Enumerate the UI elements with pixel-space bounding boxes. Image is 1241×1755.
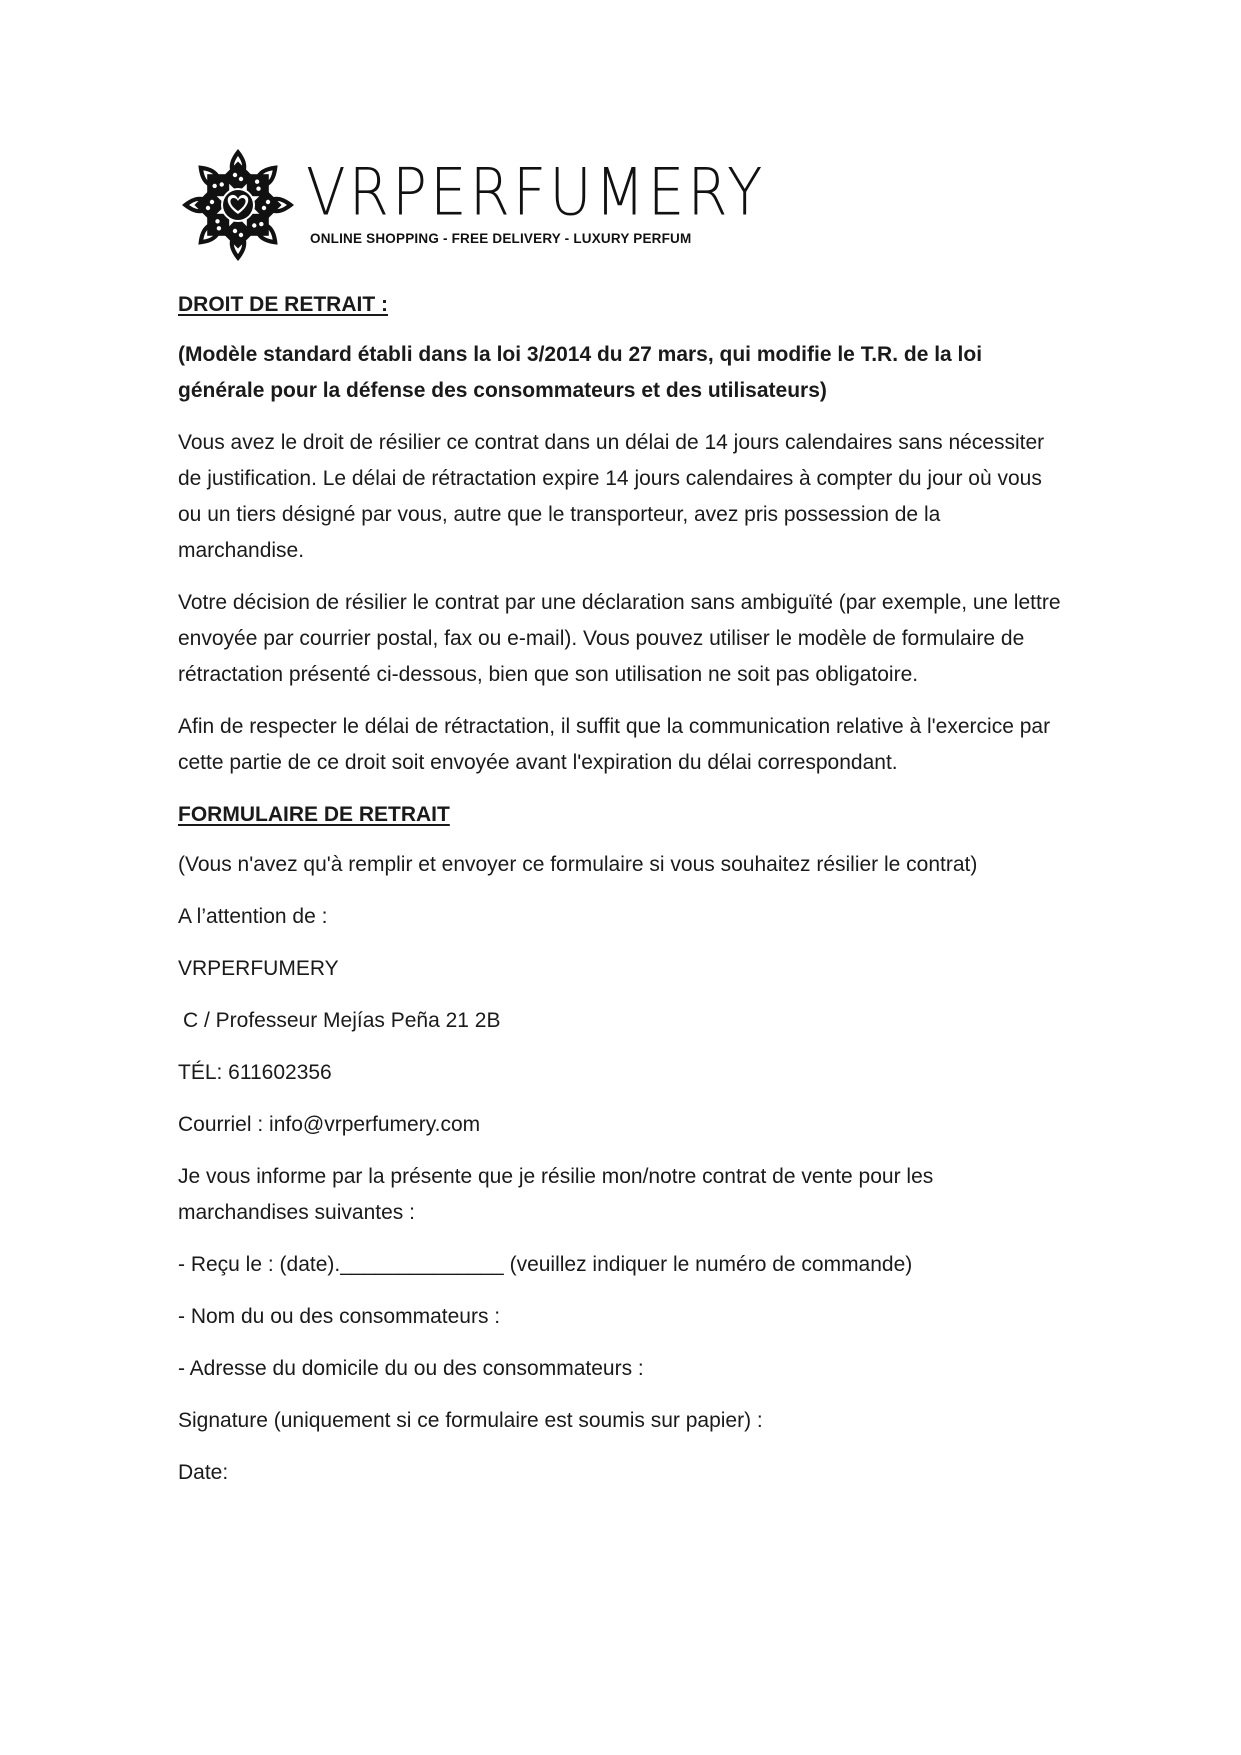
cancellation-statement: Je vous informe par la présente que je résilie mon/notre contrat de vente pour les marchandises suivantes :	[178, 1165, 934, 1224]
mandala-logo-icon	[178, 145, 298, 265]
document-page	[178, 145, 1068, 1507]
company-phone: TÉL: 611602356	[178, 1061, 332, 1084]
legal-subheading: (Modèle standard établi dans la loi 3/2014 du 27 mars, qui modifie le T.R. de la loi générale pour la défense des consommateurs et des utilisateurs)	[178, 343, 983, 402]
letterhead	[178, 145, 1068, 265]
form-heading: FORMULAIRE DE RETRAIT	[178, 803, 450, 826]
paragraph-declaration: Votre décision de résilier le contrat par une déclaration sans ambiguïté (par exemple, une lettre envoyée par courrier postal, fax ou e-mail). Vous pouvez utiliser le modèle de formulaire de rétractation présenté ci-dessous, bien que son utilisation ne soit pas obligatoire.	[178, 591, 1061, 686]
company-name: VRPERFUMERY	[178, 957, 339, 980]
brand-tagline: ONLINE SHOPPING - FREE DELIVERY - LUXURY PERFUM	[310, 230, 692, 246]
paragraph-deadline: Afin de respecter le délai de rétractation, il suffit que la communication relative à l'exercice par cette partie de ce droit soit envoyée avant l'expiration du délai correspondant.	[178, 715, 1051, 774]
brand-block	[306, 153, 766, 246]
form-intro: (Vous n'avez qu'à remplir et envoyer ce formulaire si vous souhaitez résilier le contrat)	[178, 853, 978, 876]
company-email: Courriel : info@vrperfumery.com	[178, 1113, 481, 1136]
consumer-name-line: - Nom du ou des consommateurs :	[178, 1305, 501, 1328]
received-date-line: - Reçu le : (date).______________ (veuillez indiquer le numéro de commande)	[178, 1253, 913, 1276]
withdrawal-heading: DROIT DE RETRAIT :	[178, 293, 388, 316]
company-address: C / Professeur Mejías Peña 21 2B	[183, 1009, 501, 1032]
paragraph-right-to-cancel: Vous avez le droit de résilier ce contrat dans un délai de 14 jours calendaires sans nécessiter de justification. Le délai de rétractation expire 14 jours calendaires à compter du jour où vous ou un tiers désigné par vous, autre que le transporteur, avez pris possession de la marchandise.	[178, 431, 1045, 562]
attention-line: A l’attention de :	[178, 905, 328, 928]
date-line: Date:	[178, 1461, 229, 1484]
signature-line: Signature (uniquement si ce formulaire est soumis sur papier) :	[178, 1409, 763, 1432]
brand-name: VRPERFUMERY	[306, 153, 766, 230]
consumer-address-line: - Adresse du domicile du ou des consommateurs :	[178, 1357, 644, 1380]
